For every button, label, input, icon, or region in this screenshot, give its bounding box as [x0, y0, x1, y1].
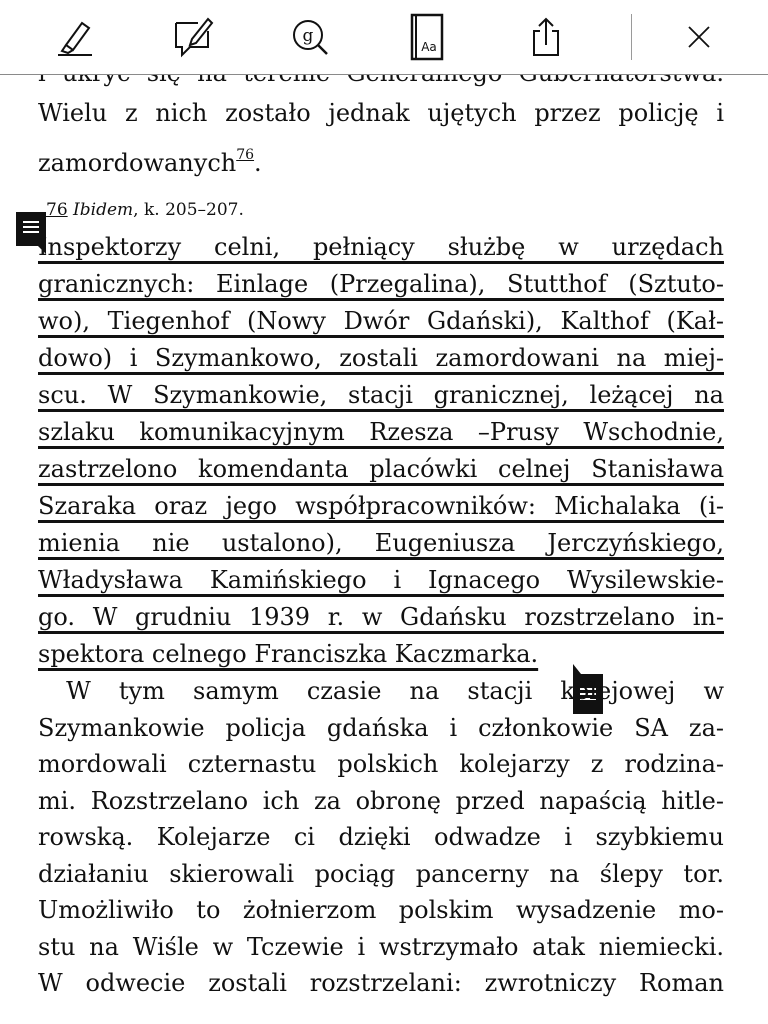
text-line: rowską. Kolejarze ci dzięki odwadze i szybkiemu — [38, 823, 724, 851]
highlighted-text-line[interactable] — [38, 602, 724, 632]
footnote-pages: , k. 205–207. — [133, 200, 244, 220]
note-button[interactable] — [164, 10, 220, 64]
note-pencil-icon — [168, 13, 216, 61]
toolbar-divider — [631, 14, 632, 60]
text-line: Umożliwiło to żołnierzom polskim wysadzenie mo- — [38, 896, 724, 924]
highlighted-text: dowo) i Szymankowo, zostali zamordowani na miej- — [38, 344, 724, 372]
close-button[interactable] — [671, 10, 727, 64]
share-button[interactable] — [518, 10, 574, 64]
svg-text:g: g — [302, 26, 314, 46]
highlighter-button[interactable] — [46, 10, 102, 64]
highlighted-text: spektora celnego Franciszka Kaczmarka. — [38, 640, 539, 668]
highlighted-text-line[interactable] — [38, 491, 724, 521]
highlighted-text: Władysława Kamińskiego i Ignacego Wysilewskie- — [38, 566, 724, 594]
highlighted-text: zastrzelono komendanta placówki celnej Stanisława — [38, 455, 724, 483]
highlighted-text: szlaku komunikacyjnym Rzesza –Prusy Wschodnie, — [38, 418, 724, 446]
text-line: Szymankowie policja gdańska i członkowie SA za- — [38, 713, 724, 742]
highlighted-text-line[interactable] — [38, 306, 724, 336]
text-line: mordowali czternastu polskich kolejarzy z rodzina- — [38, 750, 724, 778]
text-line: stu na Wiśle w Tczewie i wstrzymało atak niemiecki. — [38, 932, 724, 961]
highlighted-text: mienia nie ustalono), Eugeniusza Jerczyńskiego, — [38, 529, 724, 557]
footnote-source: Ibidem — [73, 200, 134, 220]
highlighter-icon — [52, 15, 96, 59]
highlighted-text-line[interactable] — [38, 528, 724, 558]
text-line: W odwecie zostali rozstrzelani: zwrotniczy Roman — [38, 969, 724, 997]
text-line: działaniu skierowali pociąg pancerny na ślepy tor. — [38, 859, 724, 888]
font-size-icon — [407, 12, 447, 62]
highlighted-text: scu. W Szymankowie, stacji granicznej, leżącej na — [38, 381, 724, 409]
font-settings-button[interactable] — [399, 10, 455, 64]
highlighted-text-line[interactable] — [38, 232, 724, 262]
text-line: Wielu z nich zostało jednak ujętych przez policję i — [38, 99, 724, 127]
highlighted-text-line[interactable] — [38, 380, 724, 410]
text-line — [38, 148, 724, 178]
footnote-link[interactable]: 76 — [236, 147, 255, 163]
footnote-number[interactable]: 76 — [46, 200, 68, 220]
share-icon — [526, 15, 566, 59]
highlighted-text-line[interactable] — [38, 454, 724, 484]
footnote — [46, 198, 244, 222]
highlighted-text: wo), Tiegenhof (Nowy Dwór Gdański), Kalthof (Kał- — [38, 307, 724, 335]
search-button[interactable] — [282, 10, 338, 64]
search-g-icon — [288, 15, 332, 59]
text-fragment: zamordowanych — [38, 149, 237, 177]
text-line: W tym samym czasie na stacji kolejowej w — [38, 677, 724, 705]
text-fragment: . — [254, 149, 262, 177]
highlighted-text: Szaraka oraz jego współpracowników: Michalaka (i- — [38, 492, 724, 520]
highlighted-text-line[interactable] — [38, 417, 724, 447]
highlighted-text-line[interactable] — [38, 639, 724, 669]
highlighted-text: granicznych: Einlage (Przegalina), Stutthof (Sztuto- — [38, 270, 724, 298]
reader-toolbar — [0, 0, 768, 75]
highlighted-text: Inspektorzy celni, pełniący służbę w urzędach — [38, 233, 724, 261]
close-icon — [684, 22, 714, 52]
highlighted-text-line[interactable] — [38, 565, 724, 595]
svg-text:Aa: Aa — [421, 40, 437, 54]
highlighted-text-line[interactable] — [38, 343, 724, 373]
highlighted-text-line[interactable] — [38, 269, 724, 299]
highlighted-text: go. W grudniu 1939 r. w Gdańsku rozstrzelano in- — [38, 603, 724, 631]
text-line: mi. Rozstrzelano ich za obronę przed napaścią hitle- — [38, 786, 724, 815]
